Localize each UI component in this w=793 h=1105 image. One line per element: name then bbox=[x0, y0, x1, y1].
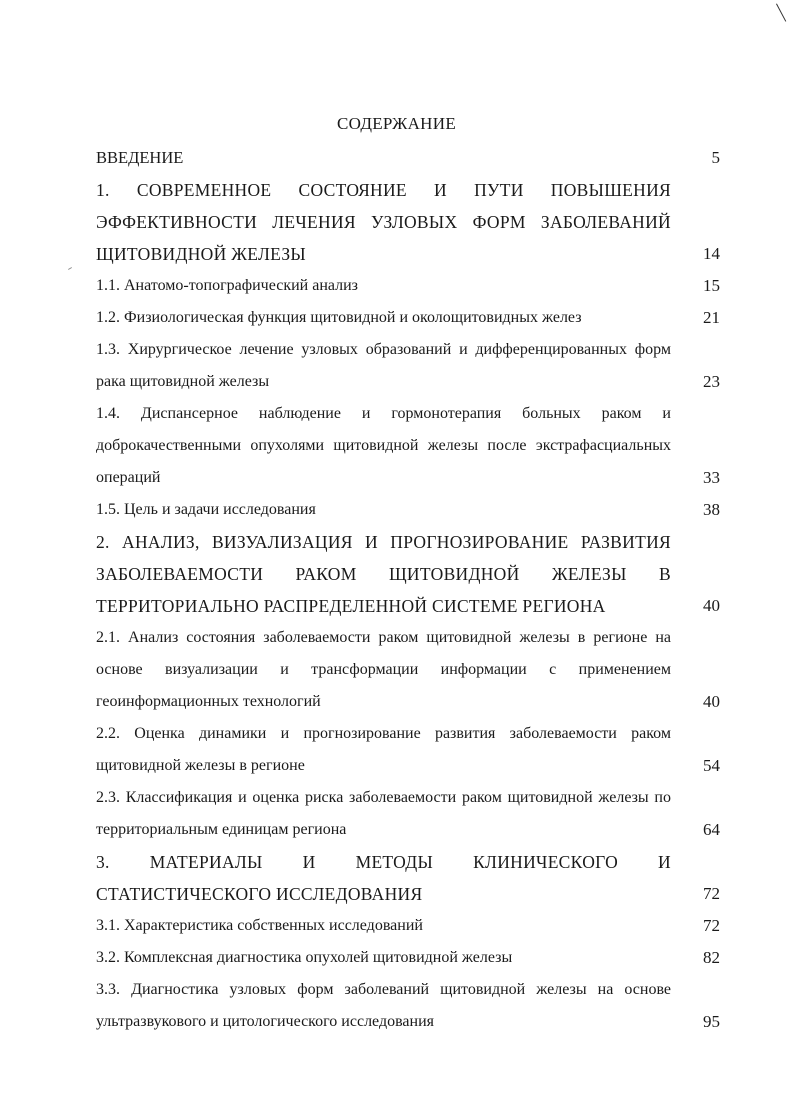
toc-entry-text: 1. СОВРЕМЕННОЕ СОСТОЯНИЕ И ПУТИ ПОВЫШЕНИЯ ЭФФЕКТИВНОСТИ ЛЕЧЕНИЯ УЗЛОВЫХ ФОРМ ЗАБОЛЕВАНИЙ ЩИТОВИДНОЙ ЖЕЛЕЗЫ bbox=[96, 180, 671, 264]
scan-artifact-mark bbox=[776, 4, 786, 22]
toc-entry-page: 15 bbox=[703, 276, 720, 295]
toc-entry-text: 1.2. Физиологическая функция щитовидной и околощитовидных желез bbox=[96, 309, 582, 326]
toc-entry-page: 40 bbox=[703, 692, 720, 711]
table-of-contents bbox=[96, 142, 726, 1038]
toc-entry-text: ВВЕДЕНИЕ bbox=[96, 148, 184, 167]
toc-entry-page: 54 bbox=[703, 756, 720, 775]
toc-entry-text: 2. АНАЛИЗ, ВИЗУАЛИЗАЦИЯ И ПРОГНОЗИРОВАНИЕ РАЗВИТИЯ ЗАБОЛЕВАЕМОСТИ РАКОМ ЩИТОВИДНОЙ ЖЕЛЕЗЫ В ТЕРРИТОРИАЛЬНО РАСПРЕДЕЛЕННОЙ СИСТЕМЕ РЕГИОНА bbox=[96, 532, 671, 616]
toc-entry-page: 40 bbox=[703, 596, 720, 615]
toc-entry-chapter-3 bbox=[96, 846, 726, 910]
toc-entry-text: 3.1. Характеристика собственных исследований bbox=[96, 917, 423, 934]
toc-entry-text: 3.3. Диагностика узловых форм заболеваний щитовидной железы на основе ультразвукового и цитологического исследования bbox=[96, 981, 671, 1030]
toc-entry-1-5 bbox=[96, 494, 726, 526]
toc-entry-page: 21 bbox=[703, 308, 720, 327]
toc-entry-1-1 bbox=[96, 270, 726, 302]
toc-entry-3-3 bbox=[96, 974, 726, 1038]
toc-entry-page: 64 bbox=[703, 820, 720, 839]
toc-entry-chapter-2 bbox=[96, 526, 726, 622]
toc-entry-text: 2.2. Оценка динамики и прогнозирование развития заболеваемости раком щитовидной железы в регионе bbox=[96, 725, 671, 774]
toc-entry-1-2 bbox=[96, 302, 726, 334]
toc-entry-page: 82 bbox=[703, 948, 720, 967]
toc-entry-text: 1.1. Анатомо-топографический анализ bbox=[96, 277, 358, 294]
toc-entry-page: 95 bbox=[703, 1012, 720, 1031]
toc-entry-page: 38 bbox=[703, 500, 720, 519]
toc-entry-text: 2.3. Классификация и оценка риска заболеваемости раком щитовидной железы по территориальным единицам региона bbox=[96, 789, 671, 838]
toc-entry-1-4 bbox=[96, 398, 726, 494]
toc-entry-introduction bbox=[96, 142, 726, 174]
toc-entry-3-1 bbox=[96, 910, 726, 942]
toc-entry-text: 1.4. Диспансерное наблюдение и гормонотерапия больных раком и доброкачественными опухолями щитовидной железы после экстрафасциальных операций bbox=[96, 405, 671, 486]
page-title: СОДЕРЖАНИЕ bbox=[336, 114, 457, 133]
toc-entry-text: 3.2. Комплексная диагностика опухолей щитовидной железы bbox=[96, 949, 513, 966]
toc-entry-2-1 bbox=[96, 622, 726, 718]
toc-entry-page: 72 bbox=[703, 884, 720, 903]
scan-artifact-speck bbox=[68, 267, 72, 270]
toc-entry-text: 2.1. Анализ состояния заболеваемости раком щитовидной железы в регионе на основе визуализации и трансформации информации с применением геоинформационных технологий bbox=[96, 629, 671, 710]
toc-entry-text: 1.5. Цель и задачи исследования bbox=[96, 501, 316, 518]
toc-entry-page: 23 bbox=[703, 372, 720, 391]
toc-entry-page: 72 bbox=[703, 916, 720, 935]
toc-entry-1-3 bbox=[96, 334, 726, 398]
toc-entry-2-2 bbox=[96, 718, 726, 782]
toc-entry-page: 33 bbox=[703, 468, 720, 487]
toc-entry-text: 3. МАТЕРИАЛЫ И МЕТОДЫ КЛИНИЧЕСКОГО И СТАТИСТИЧЕСКОГО ИССЛЕДОВАНИЯ bbox=[96, 852, 671, 904]
toc-entry-2-3 bbox=[96, 782, 726, 846]
toc-entry-3-2 bbox=[96, 942, 726, 974]
toc-entry-page: 5 bbox=[711, 148, 720, 167]
toc-entry-chapter-1 bbox=[96, 174, 726, 270]
toc-entry-text: 1.3. Хирургическое лечение узловых образований и дифференцированных форм рака щитовидной железы bbox=[96, 341, 671, 390]
toc-entry-page: 14 bbox=[703, 244, 720, 263]
